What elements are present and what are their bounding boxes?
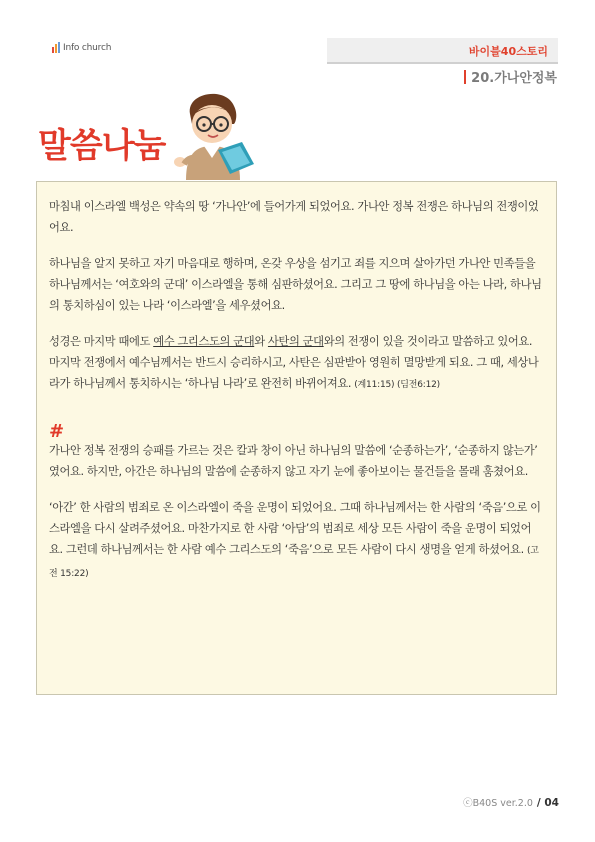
- paragraph-1: 마침내 이스라엘 백성은 약속의 땅 ‘가나안’에 들어가게 되었어요. 가나안 정복 전쟁은 하나님의 전쟁이었어요.: [49, 200, 539, 234]
- p3-reference: (계11:15) (딤전6:12): [354, 380, 440, 390]
- chapter-divider: [464, 70, 466, 84]
- reading-boy-illustration: [168, 84, 258, 180]
- paragraph-5: [49, 497, 544, 585]
- hash-symbol: #: [49, 421, 65, 442]
- p3-text-a: 성경은 마지막 때에도: [49, 335, 154, 348]
- paragraph-3: [49, 331, 544, 396]
- header-bar: [327, 38, 558, 64]
- chapter-heading: [464, 67, 557, 86]
- series-title: 바이블40스토리: [468, 45, 548, 58]
- footer: [463, 795, 559, 809]
- info-church-logo: [52, 42, 111, 53]
- message-content-box: [36, 181, 557, 695]
- p5-reference: (고전 15:22): [49, 546, 539, 579]
- paragraph-4: 가나안 정복 전쟁의 승패를 가르는 것은 칼과 창이 아닌 하나님의 말씀에 ‘순종하는가’, ‘순종하지 않는가’ 였어요. 하지만, 아간은 하나님의 말씀에 순종하지 않고 자기 눈에 좋아보이는 물건들을 몰래 훔쳤어요.: [49, 444, 538, 478]
- section-title: 말씀나눔: [38, 126, 166, 166]
- p5-text: ‘아간’ 한 사람의 범죄로 온 이스라엘이 죽을 운명이 되었어요. 그때 하나님께서는 한 사람의 ‘죽음’으로 이스라엘을 다시 살려주셨어요. 마찬가지로 한 사람 ‘아담’의 범죄로 세상 모든 사람이 죽을 운명이 되었어요. 그런데 하나님께서는 한 사람 예수 그리스도의 ‘죽음’으로 모든 사람이 다시 생명을 얻게 하셨어요.: [49, 501, 541, 556]
- p3-underline-satan-army: 사탄의 군대: [267, 335, 324, 348]
- page-number: / 04: [536, 797, 559, 809]
- paragraph-2: 하나님을 알지 못하고 자기 마음대로 행하며, 온갖 우상을 섬기고 죄를 지으며 살아가던 가나안 민족들을 하나님께서는 ‘여호와의 군대’ 이스라엘을 통해 심판하셨어요. 그리고 그 땅에 하나님을 아는 나라, 하나님의 통치하심이 있는 나라 ‘이스라엘’을 세우셨어요.: [49, 257, 542, 312]
- p3-underline-christ-army: 예수 그리스도의 군대: [153, 335, 255, 348]
- logo-text: Info church: [63, 43, 112, 53]
- p3-text-c: 와의 전쟁이 있을 것이라고 말씀하고 있어요. 마지막 전쟁에서 예수님께서는 반드시 승리하시고, 사탄은 심판받아 영원히 멸망받게 되요. 그 때, 세상나라가 하나님께서 통치하시는 ‘하나님 나라’로 완전히 바뀌어져요.: [49, 335, 539, 390]
- chapter-title: 20.가나안정복: [471, 71, 557, 86]
- logo-bars-icon: [52, 42, 60, 53]
- p3-text-b: 와: [254, 335, 268, 348]
- copyright: ⓒB40S ver.2.0: [463, 798, 533, 809]
